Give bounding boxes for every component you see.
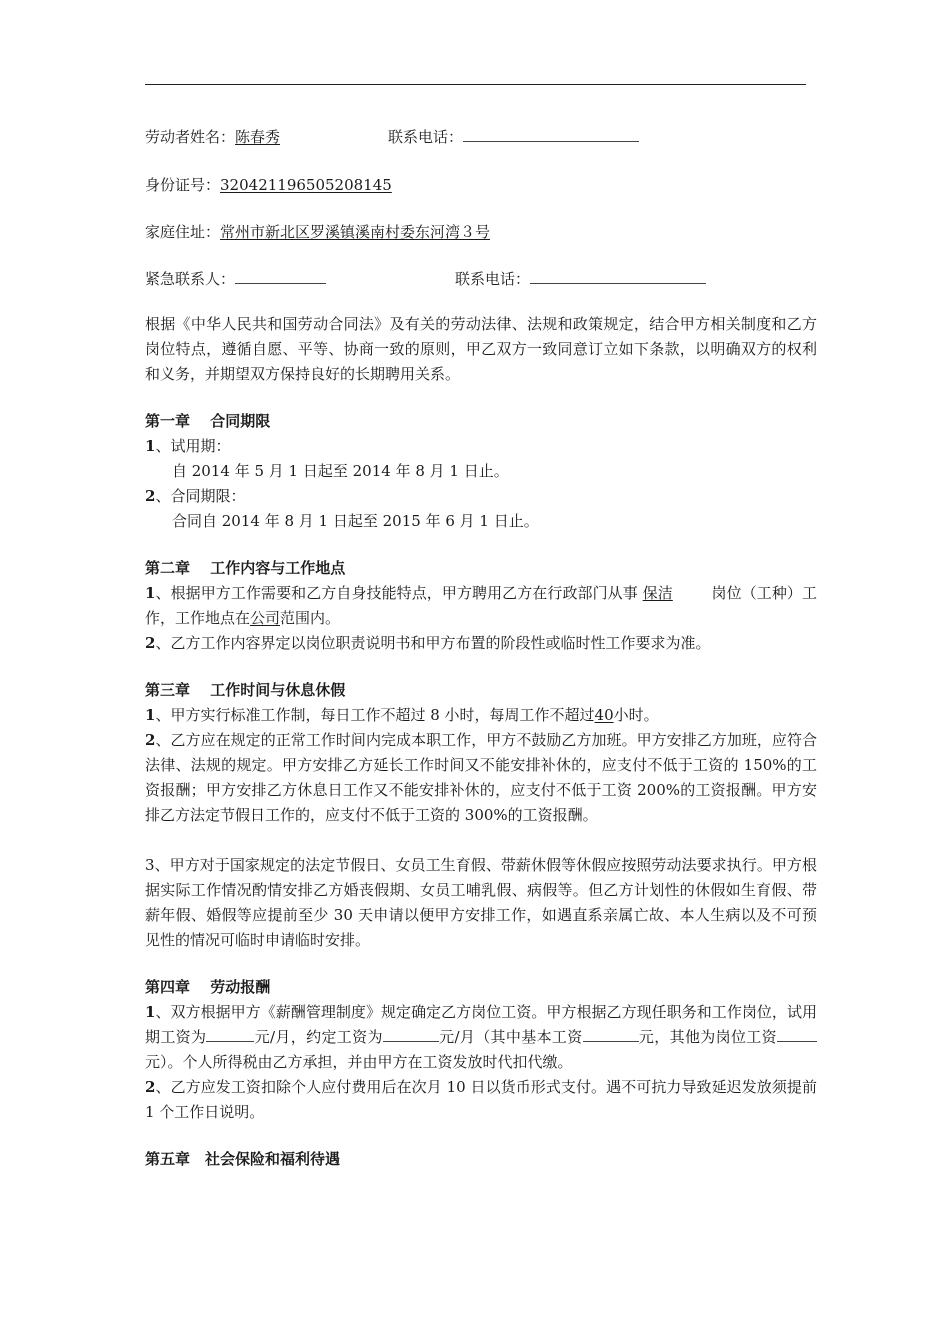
ch2-item1: 1、根据甲方工作需要和乙方自身技能特点，甲方聘用乙方在行政部门从事 保洁 岗位（工种）工作，工作地点在公司范围内。: [145, 584, 817, 627]
worker-phone-label: 联系电话：: [388, 128, 464, 146]
worker-phone-blank: [463, 127, 639, 142]
contract-body: [145, 312, 817, 1172]
intro-paragraph: 根据《中华人民共和国劳动合同法》及有关的劳动法律、法规和政策规定，结合甲方相关制度和乙方岗位特点，遵循自愿、平等、协商一致的原则，甲乙双方一致同意订立如下条款，以明确双方的权利和义务，并期望双方保持良好的长期聘用关系。: [145, 315, 817, 383]
ch3-item2: 2、乙方应在规定的正常工作时间内完成本职工作，甲方不鼓励乙方加班。甲方安排乙方加班，应符合法律、法规的规定。甲方安排乙方延长工作时间又不能安排补休的，应支付不低于工资的 150%的工资报酬；甲方安排乙方休息日工作又不能安排补休的，应支付不低于工资 200%的工资报酬。甲方安排乙方法定节假日工作的，应支付不低于工资的 300%的工资报酬。: [145, 731, 817, 824]
chapter-3-title: 第三章 工作时间与休息休假: [145, 681, 346, 699]
agreed-wage-blank: [383, 1027, 439, 1042]
chapter-2-title: 第二章 工作内容与工作地点: [145, 559, 346, 577]
job-title: 保洁: [642, 584, 673, 602]
chapter-5-title: 第五章 社会保险和福利待遇: [145, 1150, 341, 1168]
emergency-phone-line: [455, 269, 706, 289]
weekly-hours: 40: [594, 706, 614, 724]
worker-name-value: 陈春秀: [235, 128, 281, 146]
id-line: [145, 175, 392, 195]
ch1-item2-text: 合同自 2014 年 8 月 1 日起至 2015 年 6 月 1 日止。: [172, 512, 539, 530]
id-value: 320421196505208145: [220, 176, 392, 194]
chapter-1-title: 第一章 合同期限: [145, 412, 271, 430]
base-wage-blank: [583, 1027, 639, 1042]
ch3-item1: 1、甲方实行标准工作制，每日工作不超过 8 小时，每周工作不超过40小时。: [145, 706, 659, 724]
emergency-phone-blank: [530, 269, 706, 284]
ch2-item2: 2、乙方工作内容界定以岗位职责说明书和甲方布置的阶段性或临时性工作要求为准。: [145, 634, 711, 652]
ch3-item3: 3、甲方对于国家规定的法定节假日、女员工生育假、带薪休假等休假应按照劳动法要求执行。甲方根据实际工作情况酌情安排乙方婚丧假期、女员工哺乳假、病假等。但乙方计划性的休假如生育假、带薪年假、婚假等应提前至少 30 天申请以便甲方安排工作，如遇直系亲属亡故、本人生病以及不可预见性的情况可临时申请临时安排。: [145, 856, 817, 949]
ch4-item1: 1、双方根据甲方《薪酬管理制度》规定确定乙方岗位工资。甲方根据乙方现任职务和工作岗位，试用期工资为 元/月，约定工资为 元/月（其中基本工资 元，其他为岗位工资元）。个人所得税由乙方承担，并由甲方在工资发放时代扣代缴。: [145, 1003, 817, 1071]
header-rule: [145, 84, 806, 85]
probation-wage-blank: [206, 1027, 254, 1042]
ch1-item1-text: 自 2014 年 5 月 1 日起至 2014 年 8 月 1 日止。: [172, 462, 509, 480]
emergency-contact-blank: [235, 269, 326, 284]
post-wage-blank: [777, 1027, 817, 1042]
address-line: [145, 222, 490, 242]
address-value: 常州市新北区罗溪镇溪南村委东河湾３号: [220, 223, 491, 241]
emergency-contact-line: [145, 269, 326, 289]
work-place: 公司: [250, 609, 281, 627]
address-label: 家庭住址：: [145, 223, 221, 241]
worker-name-label: 劳动者姓名：: [145, 128, 236, 146]
chapter-4-title: 第四章 劳动报酬: [145, 978, 271, 996]
ch1-item1: 1、试用期：: [145, 437, 231, 455]
worker-phone-line: [388, 127, 639, 147]
ch4-item2: 2、乙方应发工资扣除个人应付费用后在次月 10 日以货币形式支付。遇不可抗力导致延迟发放须提前 1 个工作日说明。: [145, 1078, 817, 1121]
worker-name-line: [145, 127, 280, 147]
emergency-phone-label: 联系电话：: [455, 270, 531, 288]
id-label: 身份证号：: [145, 176, 221, 194]
ch1-item2: 2、合同期限：: [145, 487, 246, 505]
emergency-contact-label: 紧急联系人：: [145, 270, 236, 288]
